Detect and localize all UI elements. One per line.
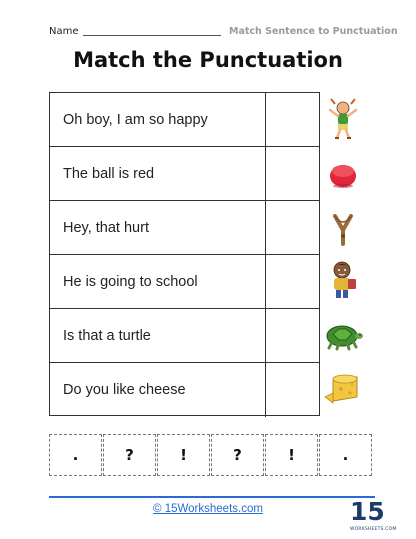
punctuation-card[interactable]: ? <box>211 434 264 476</box>
turtle-icon <box>322 314 364 356</box>
happy-kid-icon <box>322 98 364 140</box>
table-row <box>50 255 319 309</box>
table-row <box>50 147 319 201</box>
sentence-cell: The ball is red <box>50 147 266 200</box>
table-row <box>50 201 319 255</box>
answer-cell[interactable] <box>266 201 319 254</box>
answer-cell[interactable] <box>266 93 319 146</box>
sentence-cell: Do you like cheese <box>50 363 266 417</box>
table-row <box>50 93 319 147</box>
punctuation-card[interactable]: . <box>319 434 372 476</box>
punctuation-card[interactable]: ? <box>103 434 156 476</box>
worksheet-header <box>49 26 398 40</box>
slingshot-icon <box>322 206 364 248</box>
matching-table <box>49 92 320 416</box>
logo-number: 15 <box>350 497 385 526</box>
site-logo <box>350 497 397 534</box>
answer-cell[interactable] <box>266 309 319 362</box>
sentence-cell: Oh boy, I am so happy <box>50 93 266 146</box>
answer-cell[interactable] <box>266 147 319 200</box>
punctuation-card[interactable]: . <box>49 434 102 476</box>
schoolboy-icon <box>322 259 364 301</box>
punctuation-card[interactable]: ! <box>265 434 318 476</box>
cheese-icon <box>322 367 364 409</box>
answer-cell[interactable] <box>266 255 319 308</box>
table-row <box>50 309 319 363</box>
name-field[interactable] <box>83 35 221 36</box>
answer-cell[interactable] <box>266 363 319 417</box>
footer-link[interactable]: © 15Worksheets.com <box>153 503 263 515</box>
page-title: Match the Punctuation <box>73 48 343 72</box>
punctuation-card[interactable]: ! <box>157 434 210 476</box>
red-ball-icon <box>322 152 364 194</box>
sentence-cell: He is going to school <box>50 255 266 308</box>
name-label: Name <box>49 26 79 37</box>
worksheet-subtitle: Match Sentence to Punctuation <box>229 26 398 37</box>
punctuation-cards <box>49 434 373 476</box>
logo-text: WORKSHEETS.COM <box>350 527 397 532</box>
sentence-cell: Is that a turtle <box>50 309 266 362</box>
sentence-cell: Hey, that hurt <box>50 201 266 254</box>
footer-divider <box>49 496 375 498</box>
table-row <box>50 363 319 417</box>
